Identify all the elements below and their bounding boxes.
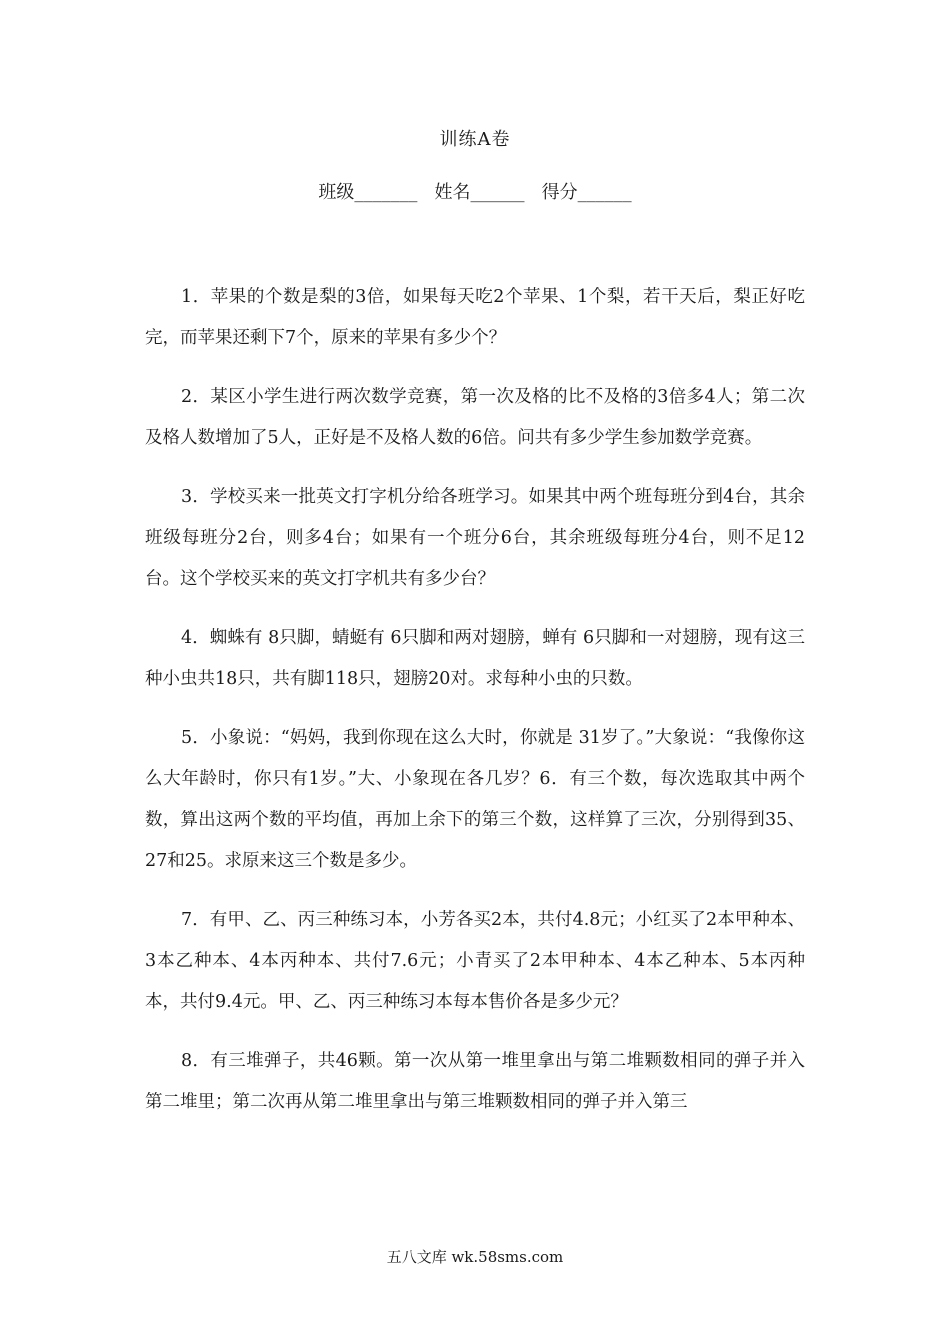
question-list bbox=[145, 277, 805, 1141]
student-info-line bbox=[0, 178, 950, 204]
question-5-6: 5．小象说：“妈妈，我到你现在这么大时，你就是 31岁了。”大象说：“我像你这么大年龄时，你只有1岁。”大、小象现在各几岁？6．有三个数，每次选取其中两个数，算出这两个数的平均值，再加上余下的第三个数，这样算了三次，分别得到35、27和25。求原来这三个数是多少。 bbox=[145, 728, 805, 871]
score-field: 得分______ bbox=[541, 182, 632, 203]
question-1: 1．苹果的个数是梨的3倍，如果每天吃2个苹果、1个梨，若干天后，梨正好吃完，而苹果还剩下7个，原来的苹果有多少个？ bbox=[145, 287, 805, 348]
question-3: 3．学校买来一批英文打字机分给各班学习。如果其中两个班每班分到4台，其余班级每班分2台，则多4台；如果有一个班分6台，其余班级每班分4台，则不足12台。这个学校买来的英文打字机共有多少台？ bbox=[145, 487, 805, 589]
question-8: 8．有三堆弹子，共46颗。第一次从第一堆里拿出与第二堆颗数相同的弹子并入第二堆里；第二次再从第二堆里拿出与第三堆颗数相同的弹子并入第三 bbox=[145, 1051, 805, 1112]
footer-watermark: 五八文库 wk.58sms.com bbox=[386, 1248, 564, 1266]
class-field: 班级_______ bbox=[318, 182, 418, 203]
question-2: 2．某区小学生进行两次数学竞赛，第一次及格的比不及格的3倍多4人；第二次及格人数增加了5人，正好是不及格人数的6倍。问共有多少学生参加数学竞赛。 bbox=[145, 387, 805, 448]
question-4: 4．蜘蛛有 8只脚，蜻蜓有 6只脚和两对翅膀，蝉有 6只脚和一对翅膀，现有这三种小虫共18只，共有脚118只，翅膀20对。求每种小虫的只数。 bbox=[145, 628, 805, 689]
question-7: 7．有甲、乙、丙三种练习本，小芳各买2本，共付4.8元；小红买了2本甲种本、3本乙种本、4本丙种本、共付7.6元；小青买了2本甲种本、4本乙种本、5本丙种本，共付9.4元。甲、乙、丙三种练习本每本售价各是多少元？ bbox=[145, 910, 805, 1012]
name-field: 姓名______ bbox=[434, 182, 525, 203]
page-title: 训练A卷 bbox=[439, 129, 511, 150]
